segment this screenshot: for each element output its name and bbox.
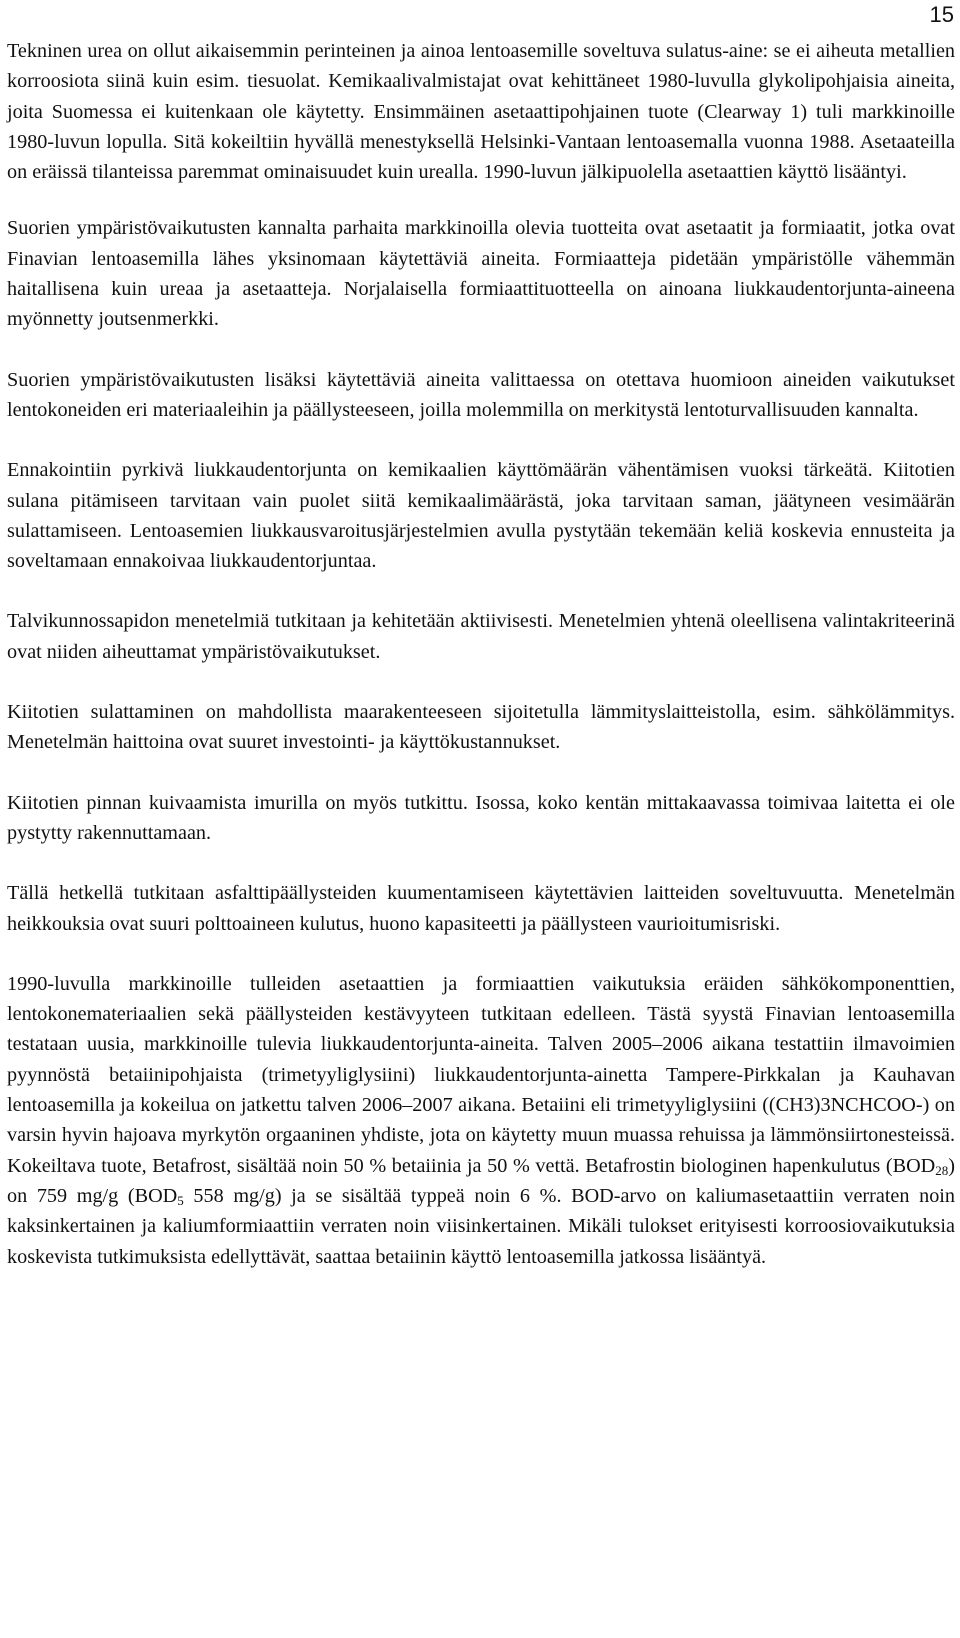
paragraph-winter-maintenance-methods: Talvikunnossapidon menetelmiä tutkitaan ja kehitetään aktiivisesti. Menetelmien yhtenä oleellisena valintakriteerinä ovat niiden aiheuttamat ympäristövaikutukset.: [7, 610, 955, 663]
paragraph-urea-history: Tekninen urea on ollut aikaisemmin perinteinen ja ainoa lentoasemille soveltuva sulatus-aine: se ei aiheuta metallien korroosiota siinä kuin esim. tiesuolat. Kemikaalivalmistajat ovat kehittäneet 1980-luvulla glykolipohjaisia aineita, joita Suomessa ei kuitenkaan ole käytetty. Ensimmäinen asetaattipohjainen tuote (Clearway 1) tuli markkinoille 1980-luvun lopulla. Sitä kokeiltiin hyvällä menestyksellä Helsinki-Vantaan lentoasemalla vuonna 1988. Asetaateilla on eräissä tilanteissa paremmat ominaisuudet kuin urealla. 1990-luvun jälkipuolella asetaattien käyttö lisääntyi.: [7, 40, 955, 184]
paragraph-material-effects: Suorien ympäristövaikutusten lisäksi käytettäviä aineita valittaessa on otettava huomioon aineiden vaikutukset lentokoneiden eri materiaaleihin ja päällysteeseen, joilla molemmilla on merkitystä lentoturvallisuuden kannalta.: [7, 368, 955, 421]
betaine-text-part-3: 558 mg/g) ja se sisältää typpeä noin 6 %. BOD-arvo on kaliumasetaattiin verraten noin kaksinkertainen ja kaliumformiaattiin verraten noin viisinkertainen. Mikäli tulokset erityisesti korroosiovaikutuksia koskevista tutkimuksista edellyttävät, saattaa betaiinin käyttö lentoasemilla jatkossa lisääntyä.: [7, 1184, 956, 1268]
paragraph-environmental-impacts: Suorien ympäristövaikutusten kannalta parhaita markkinoilla olevia tuotteita ovat asetaatit ja formiaatit, jotka ovat Finavian lentoasemilla lähes yksinomaan käytettäviä aineita. Formiaatteja pidetään ympäristölle vähemmän haitallisena kuin ureaa ja asetaatteja. Norjalaisella formiaattituotteella on ainoana liukkaudentorjunta-aineena myönnetty joutsenmerkki.: [7, 217, 955, 331]
betaine-text-part-2: ) on 759 mg/g (BOD: [7, 1154, 955, 1207]
paragraph-asphalt-heating: Tällä hetkellä tutkitaan asfalttipäällysteiden kuumentamiseen käytettävien laitteiden soveltuvuutta. Menetelmän heikkouksia ovat suuri polttoaineen kulutus, huono kapasiteetti ja päällysteen vaurioitumisriski.: [7, 882, 955, 935]
paragraph-runway-heating: Kiitotien sulattaminen on mahdollista maarakenteeseen sijoitetulla lämmityslaitteistolla, esim. sähkölämmitys. Menetelmän haittoina ovat suuret investointi- ja käyttökustannukset.: [7, 701, 955, 754]
bod5-subscript: 5: [177, 1192, 184, 1208]
page-number: 15: [929, 2, 954, 27]
document-body: [7, 36, 955, 1272]
paragraph-betaine-testing: [7, 969, 955, 1272]
betaine-text-part-1: 1990-luvulla markkinoille tulleiden asetaattien ja formiaattien vaikutuksia eräiden sähkökomponenttien, lentokonemateriaalien sekä päällysteiden kestävyyteen tutkitaan edelleen. Tästä syystä Finavian lentoasemilla testataan uusia, markkinoille tulevia liukkaudentorjunta-aineita. Talven 2005–2006 aikana testattiin ilmavoimien pyynnöstä betaiinipohjaista (trimetyyliglysiini) liukkaudentorjunta-ainetta Tampere-Pirkkalan ja Kauhavan lentoasemilla ja kokeilua on jatkettu talven 2006–2007 aikana. Betaiini eli trimetyyliglysiini ((CH3)3NCHCOO-) on varsin hyvin hajoava myrkytön orgaaninen yhdiste, jota on käytetty muun muassa rehuissa ja lämmönsiirtonesteissä. Kokeiltava tuote, Betafrost, sisältää noin 50 % betaiinia ja 50 % vettä. Betafrostin biologinen hapenkulutus (BOD: [7, 972, 955, 1177]
paragraph-anticipatory-control: Ennakointiin pyrkivä liukkaudentorjunta on kemikaalien käyttömäärän vähentämisen vuoksi tärkeätä. Kiitotien sulana pitämiseen tarvitaan vain puolet siitä kemikaalimäärästä, joka tarvitaan saman, jäätyneen vesimäärän sulattamiseen. Lentoasemien liukkausvaroitusjärjestelmien avulla pystytään tekemään keliä koskevia ennusteita ja soveltamaan ennakoivaa liukkaudentorjuntaa.: [7, 459, 955, 573]
bod28-subscript: 28: [935, 1162, 949, 1178]
paragraph-runway-vacuum-drying: Kiitotien pinnan kuivaamista imurilla on myös tutkittu. Isossa, koko kentän mittakaavassa toimivaa laitetta ei ole pystytty rakennuttamaan.: [7, 791, 955, 844]
